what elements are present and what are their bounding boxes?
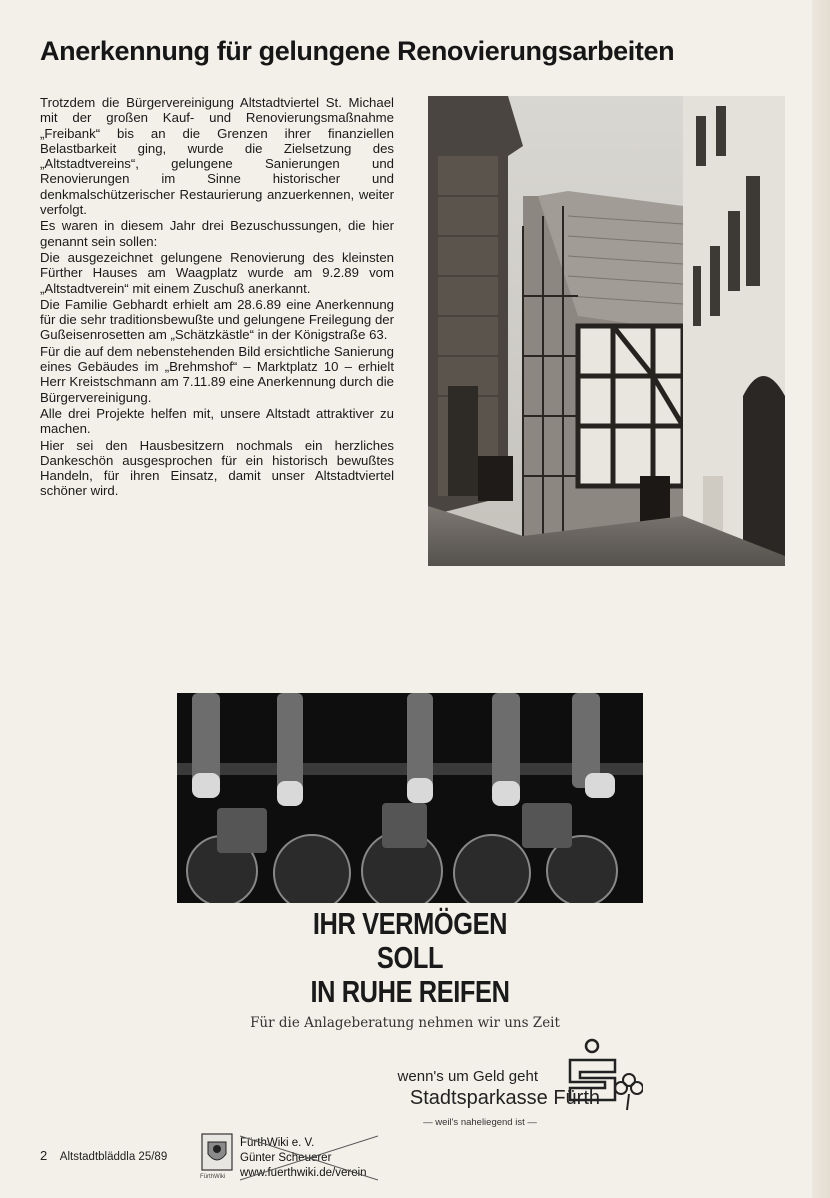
ad-headline (262, 907, 557, 1009)
fuerthwiki-line: Günter Scheuerer (240, 1152, 332, 1164)
sparkasse-brand (360, 1068, 600, 1110)
brand-subline: — weil's naheliegend ist — (423, 1117, 537, 1128)
publication-name: Altstadtbläddla 25/89 (59, 1151, 168, 1163)
ad-headline-line: IN RUHE REIFEN (310, 974, 510, 1009)
ad-tagline: Für die Anlageberatung nehmen wir uns Zeit (250, 1015, 560, 1031)
ad-headline-line: SOLL (376, 940, 444, 975)
wine-bottles-illustration (177, 693, 643, 903)
article-paragraph: Die ausgezeichnet gelungene Renovierung des kleinsten Fürther Hauses am Waagplatz wurde am 9.2.89 vom „Altstadtverein“ mit einem Zuschuß anerkannt. (40, 249, 394, 296)
fuerthwiki-stamp (200, 1132, 378, 1184)
brand-slogan: wenn's um Geld geht (397, 1068, 538, 1085)
renovated-buildings-illustration (428, 96, 785, 566)
stamp-strike-mark (200, 1132, 378, 1184)
article-body (40, 95, 394, 500)
fuerthwiki-line: www.fuerthwiki.de/verein (240, 1167, 367, 1179)
article-paragraph: Trotzdem die Bürgervereinigung Altstadtviertel St. Michael mit der großen Kauf- und Renovierungsmaßnahme „Freibank“ bis an die Grenzen ihrer finanziellen Belastbarkeit ging, wurde die Zielsetzung des „Altstadtvereins“, gelungene Sanierungen und Renovierungen im Sinne historischer und denkmalschützerischer Restaurierung anzuerkennen, weiter verfolgt. (40, 95, 394, 218)
article-paragraph: Hier sei den Hausbesitzern nochmals ein herzliches Dankeschön ausgesprochen für ein historisch bewußtes Handeln, für ihren Einsatz, damit unser Altstadtviertel schöner wird. (40, 437, 394, 499)
fuerthwiki-logo-caption: FürthWiki (200, 1174, 226, 1180)
page-headline: Anerkennung für gelungene Renovierungsarbeiten (40, 36, 675, 66)
renovated-buildings-photo (428, 96, 785, 566)
sparkasse-logo-icon (565, 1038, 643, 1118)
fuerthwiki-line: FürthWiki e. V. (240, 1137, 315, 1149)
page-number: 2 (40, 1148, 48, 1163)
wine-bottles-photo (177, 693, 643, 903)
article-paragraph: Es waren in diesem Jahr drei Bezuschussungen, die hier genannt sein sollen: (40, 218, 394, 249)
page-footer (40, 1148, 167, 1163)
page-edge (812, 0, 830, 1198)
brand-name: Stadtsparkasse Fürth (409, 1087, 600, 1109)
article-paragraph: Die Familie Gebhardt erhielt am 28.6.89 eine Anerkennung für die sehr traditionsbewußte und gelungene Freilegung der Gußeisenrosetten am „Schätzkästle“ in der Königstraße 63. (40, 296, 394, 343)
ad-headline-line: IHR VERMÖGEN (312, 906, 508, 941)
article-paragraph: Für die auf dem nebenstehenden Bild ersichtliche Sanierung eines Gebäudes im „Brehmshof“ – Marktplatz 10 – erhielt Herr Kreistschmann am 7.11.89 eine Anerkennung durch die Bürgervereinigung. (40, 343, 394, 405)
article-paragraph: Alle drei Projekte helfen mit, unsere Altstadt attraktiver zu machen. (40, 405, 394, 437)
